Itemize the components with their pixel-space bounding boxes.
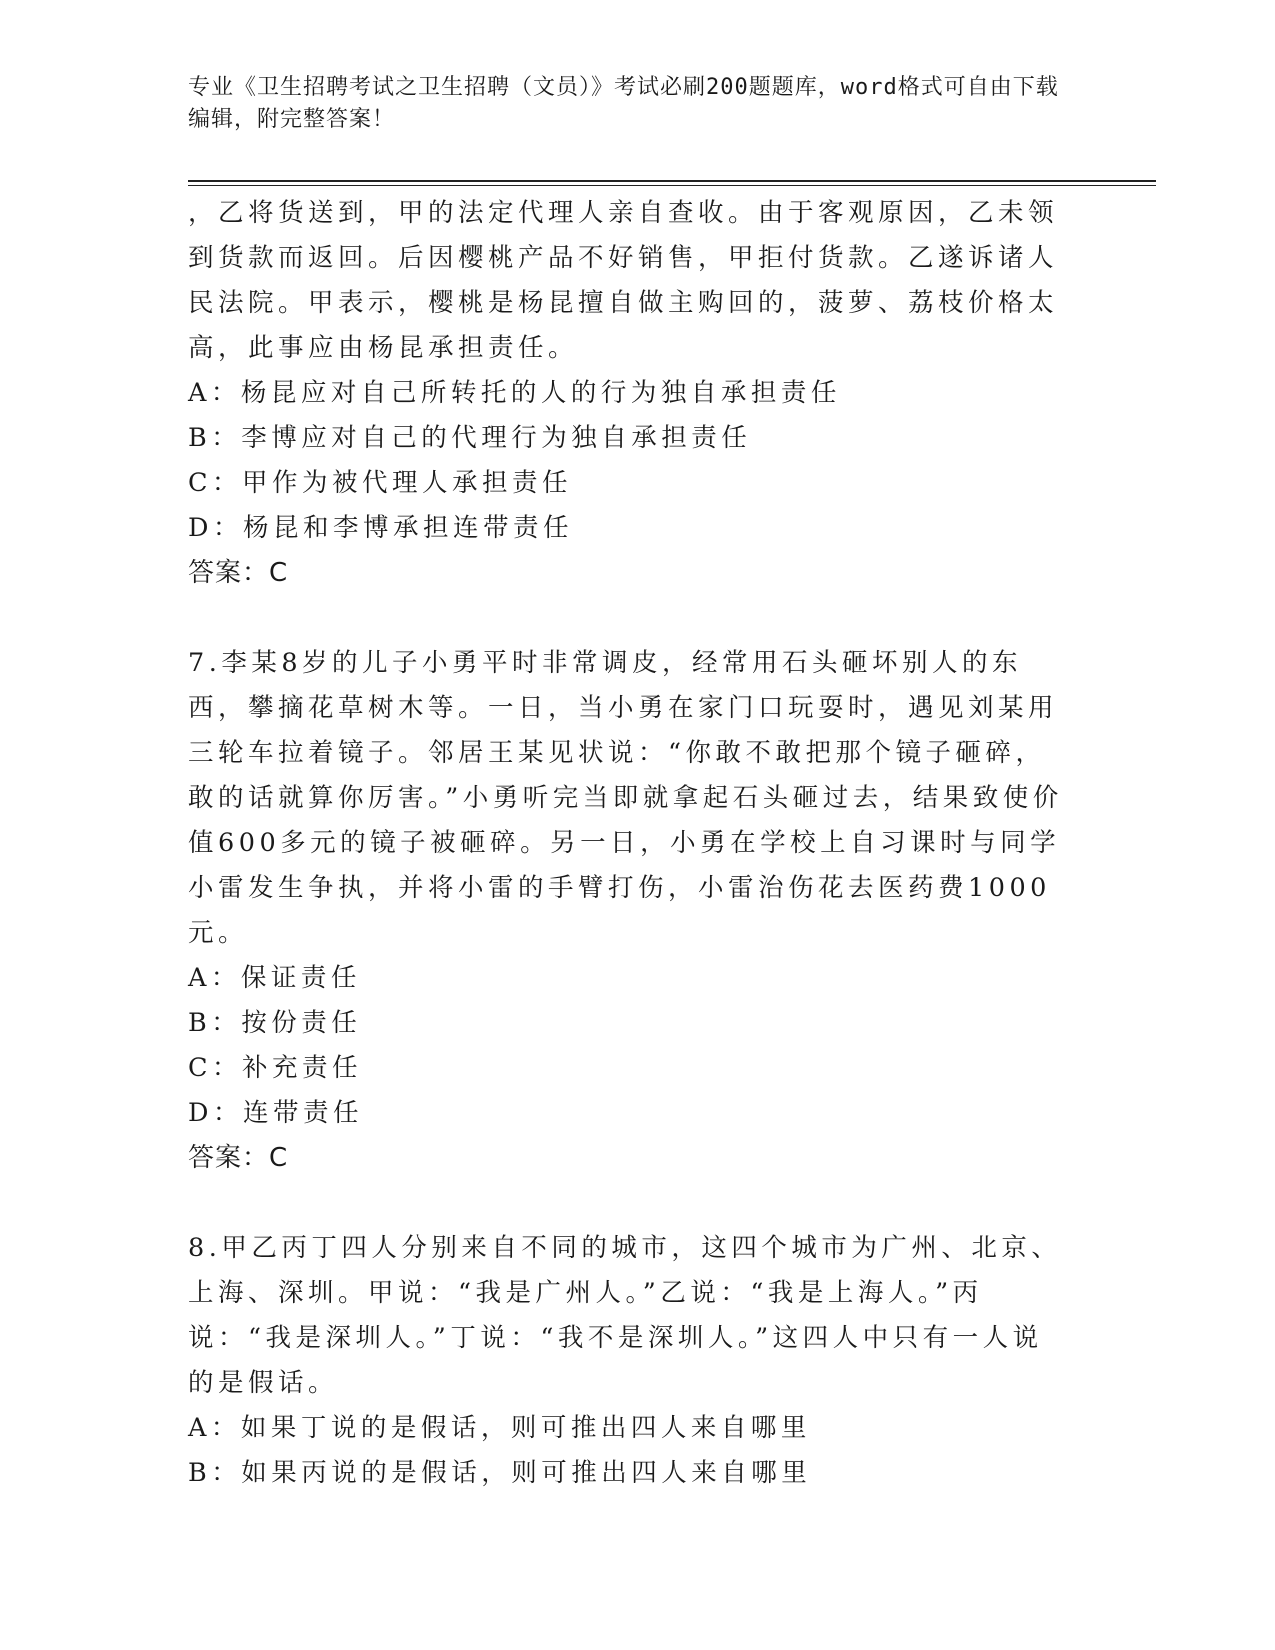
option-a: A：如果丁说的是假话，则可推出四人来自哪里 <box>188 1413 811 1443</box>
option-c: C：补充责任 <box>188 1053 363 1083</box>
option-b: B：李博应对自己的代理行为独自承担责任 <box>188 423 752 453</box>
option-b: B：如果丙说的是假话，则可推出四人来自哪里 <box>188 1458 812 1488</box>
question-list <box>188 191 1068 1496</box>
option-d: D：杨昆和李博承担连带责任 <box>188 513 573 543</box>
question-block <box>188 1226 1068 1496</box>
question-text: 7.李某8岁的儿子小勇平时非常调皮，经常用石头砸坏别人的东西，攀摘花草树木等。一日，当小勇在家门口玩耍时，遇见刘某用三轮车拉着镜子。邻居王某见状说：“你敢不敢把那个镜子砸碎，敢的话就算你厉害。”小勇听完当即就拿起石头砸过去，结果致使价值600多元的镜子被砸碎。另一日，小勇在学校上自习课时与同学小雷发生争执，并将小雷的手臂打伤，小雷治伤花去医药费1000元。 <box>188 648 1063 948</box>
question-block <box>188 641 1068 1181</box>
option-c: C：甲作为被代理人承担责任 <box>188 468 573 498</box>
option-b: B：按份责任 <box>188 1008 362 1038</box>
option-d: D：连带责任 <box>188 1098 363 1128</box>
question-text: 8.甲乙丙丁四人分别来自不同的城市，这四个城市为广州、北京、上海、深圳。甲说：“我是广州人。”乙说：“我是上海人。”丙说：“我是深圳人。”丁说：“我不是深圳人。”这四人中只有一人说的是假话。 <box>188 1233 1062 1398</box>
header-rule <box>188 180 1156 182</box>
option-a: A：杨昆应对自己所转托的人的行为独自承担责任 <box>188 378 841 408</box>
document-header: 专业《卫生招聘考试之卫生招聘（文员）》考试必刷200题题库，word格式可自由下载编辑，附完整答案！ <box>188 75 1059 132</box>
answer-line: 答案：C <box>188 1143 289 1173</box>
answer-line: 答案：C <box>188 558 289 588</box>
question-block <box>188 191 1068 596</box>
question-text: ，乙将货送到，甲的法定代理人亲自查收。由于客观原因，乙未领到货款而返回。后因樱桃产品不好销售，甲拒付货款。乙遂诉诸人民法院。甲表示，樱桃是杨昆擅自做主购回的，菠萝、荔枝价格太高，此事应由杨昆承担责任。 <box>188 198 1059 363</box>
header-rule-thin <box>188 185 1156 186</box>
option-a: A：保证责任 <box>188 963 361 993</box>
